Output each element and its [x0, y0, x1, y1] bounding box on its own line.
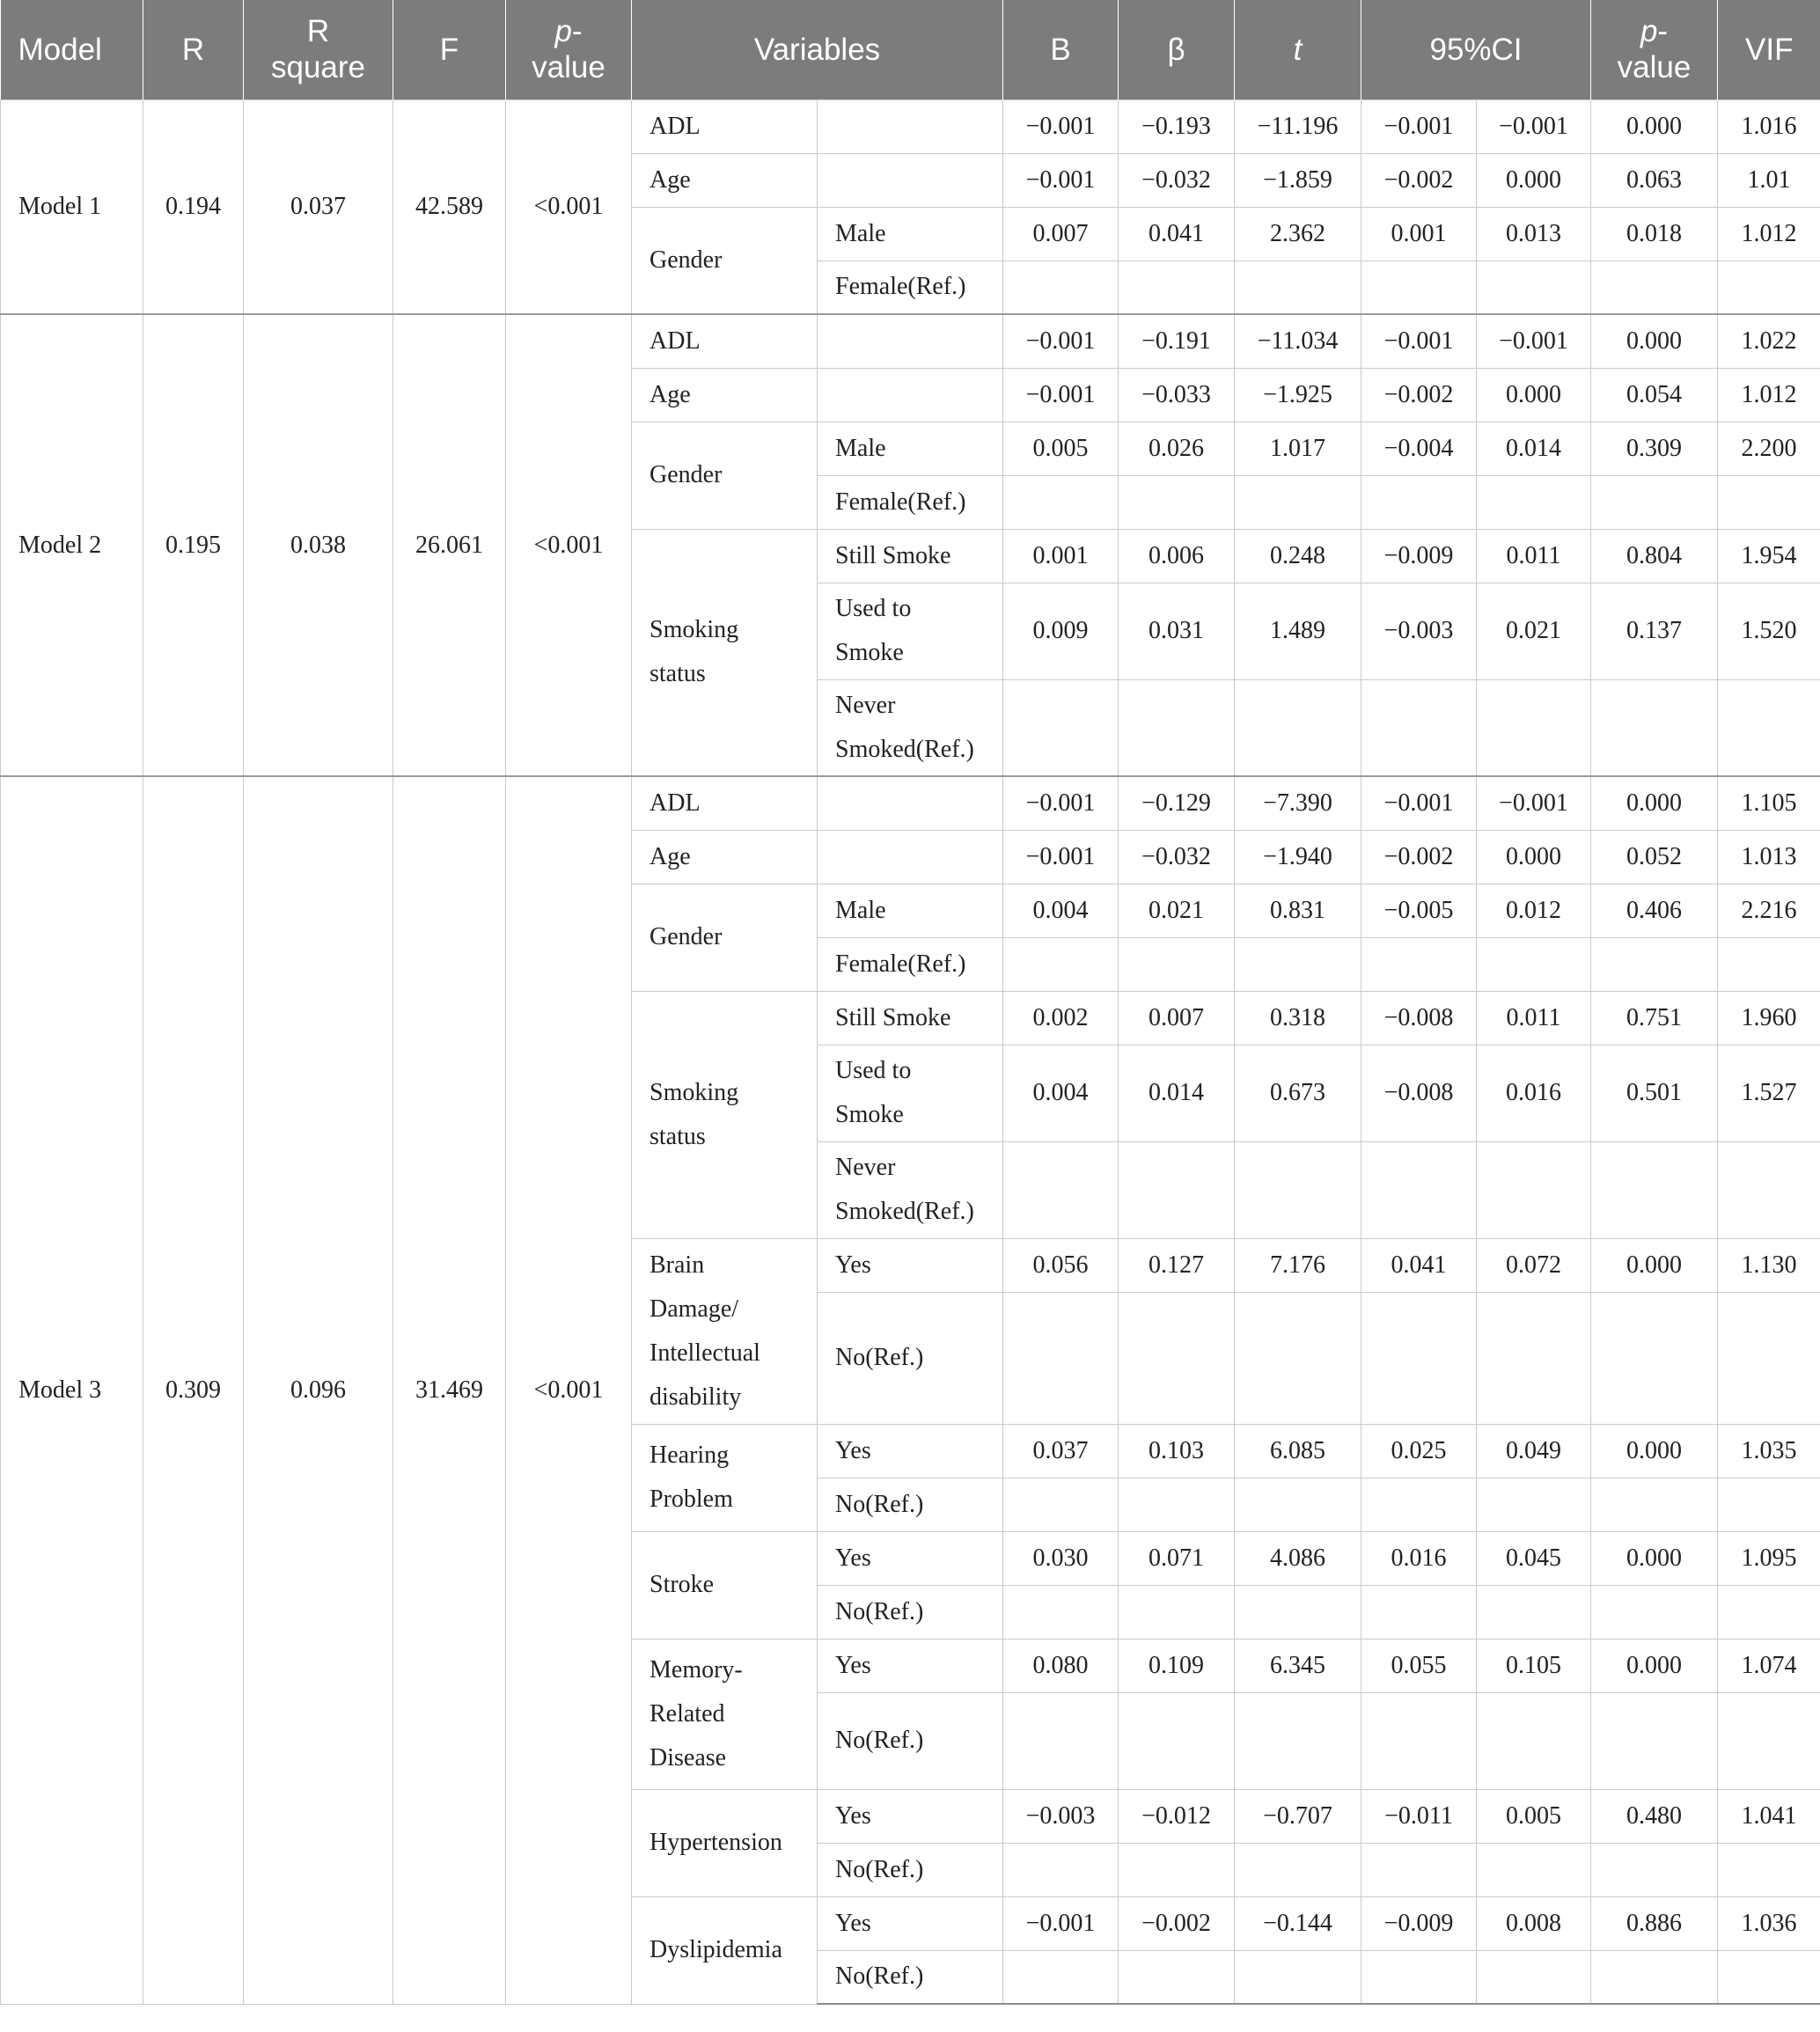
value-p — [1591, 679, 1718, 776]
header-p-hyphen: - — [571, 14, 583, 49]
value-p: 0.063 — [1591, 153, 1718, 207]
value-p: 0.054 — [1591, 368, 1718, 422]
value-p — [1591, 1950, 1718, 2004]
value-t — [1235, 937, 1361, 991]
value-ci-high: 0.000 — [1477, 368, 1591, 422]
value-p: 0.137 — [1591, 583, 1718, 679]
value-vif: 1.036 — [1718, 1896, 1820, 1950]
value-ci-high: 0.012 — [1477, 884, 1591, 937]
value-t: 2.362 — [1235, 207, 1361, 260]
value-ci-high: 0.008 — [1477, 1896, 1591, 1950]
model-name: Model 2 — [1, 314, 143, 776]
value-beta — [1119, 1141, 1235, 1238]
value-p — [1591, 1692, 1718, 1789]
value-ci-high — [1477, 1585, 1591, 1639]
value-beta: 0.014 — [1119, 1045, 1235, 1141]
value-vif: 1.041 — [1718, 1789, 1820, 1843]
value-t: 7.176 — [1235, 1238, 1361, 1292]
value-vif: 1.016 — [1718, 99, 1820, 153]
variable-level: Still Smoke — [818, 529, 1003, 583]
variable-level: Never Smoked(Ref.) — [818, 679, 1003, 776]
variable-name: ADL — [632, 314, 818, 368]
value-ci-high: 0.105 — [1477, 1639, 1591, 1692]
model-f: 26.061 — [393, 314, 506, 776]
value-ci-high: 0.011 — [1477, 529, 1591, 583]
variable-level — [818, 314, 1003, 368]
value-ci-high: −0.001 — [1477, 314, 1591, 368]
value-ci-low: −0.002 — [1361, 153, 1477, 207]
variable-level — [818, 830, 1003, 884]
variable-level: Yes — [818, 1789, 1003, 1843]
value-vif: 1.012 — [1718, 368, 1820, 422]
value-beta — [1119, 937, 1235, 991]
value-vif: 1.035 — [1718, 1424, 1820, 1478]
value-p: 0.480 — [1591, 1789, 1718, 1843]
header-p-value-model — [506, 0, 632, 99]
value-p — [1591, 1478, 1718, 1531]
value-b: 0.056 — [1003, 1238, 1119, 1292]
model-name: Model 1 — [1, 99, 143, 314]
value-ci-low: −0.011 — [1361, 1789, 1477, 1843]
value-t: 4.086 — [1235, 1531, 1361, 1585]
model-r-square: 0.038 — [244, 314, 393, 776]
value-ci-low: −0.001 — [1361, 99, 1477, 153]
variable-level: Male — [818, 207, 1003, 260]
value-beta: 0.026 — [1119, 422, 1235, 475]
value-ci-low: 0.001 — [1361, 207, 1477, 260]
value-b: 0.037 — [1003, 1424, 1119, 1478]
value-beta — [1119, 1478, 1235, 1531]
model-f: 31.469 — [393, 776, 506, 2004]
value-beta: 0.031 — [1119, 583, 1235, 679]
header-variables: Variables — [632, 0, 1003, 99]
value-vif: 1.074 — [1718, 1639, 1820, 1692]
value-ci-low: −0.008 — [1361, 1045, 1477, 1141]
value-vif: 1.960 — [1718, 991, 1820, 1045]
value-b: −0.001 — [1003, 776, 1119, 830]
variable-level: Yes — [818, 1896, 1003, 1950]
variable-level: No(Ref.) — [818, 1692, 1003, 1789]
table-row — [1, 314, 1820, 368]
value-ci-high — [1477, 1843, 1591, 1896]
value-vif: 1.105 — [1718, 776, 1820, 830]
model-r: 0.195 — [143, 314, 244, 776]
value-p: 0.804 — [1591, 529, 1718, 583]
value-ci-low — [1361, 260, 1477, 314]
value-ci-low: −0.002 — [1361, 830, 1477, 884]
value-vif — [1718, 1585, 1820, 1639]
header-p-italic: p — [554, 14, 572, 49]
value-t — [1235, 1141, 1361, 1238]
value-p — [1591, 475, 1718, 529]
value-p — [1591, 1843, 1718, 1896]
value-ci-low: −0.004 — [1361, 422, 1477, 475]
value-t — [1235, 1843, 1361, 1896]
value-ci-low — [1361, 1692, 1477, 1789]
value-t: 0.673 — [1235, 1045, 1361, 1141]
value-b — [1003, 1478, 1119, 1531]
value-beta — [1119, 1292, 1235, 1424]
value-vif: 1.954 — [1718, 529, 1820, 583]
header-beta: β — [1119, 0, 1235, 99]
value-beta: 0.006 — [1119, 529, 1235, 583]
value-ci-low: −0.001 — [1361, 314, 1477, 368]
value-b: −0.001 — [1003, 314, 1119, 368]
variable-name: ADL — [632, 776, 818, 830]
value-ci-high: 0.021 — [1477, 583, 1591, 679]
value-b: 0.004 — [1003, 1045, 1119, 1141]
value-ci-low — [1361, 937, 1477, 991]
value-ci-low: 0.016 — [1361, 1531, 1477, 1585]
variable-level: Female(Ref.) — [818, 475, 1003, 529]
header-vif: VIF — [1718, 0, 1820, 99]
value-ci-low: 0.055 — [1361, 1639, 1477, 1692]
header-p2-italic: p — [1640, 14, 1658, 49]
variable-name: Brain Damage/ Intellectual disability — [632, 1238, 818, 1424]
value-p: 0.000 — [1591, 314, 1718, 368]
value-p — [1591, 1141, 1718, 1238]
value-ci-high: 0.000 — [1477, 830, 1591, 884]
value-vif — [1718, 475, 1820, 529]
value-ci-high — [1477, 937, 1591, 991]
value-beta: −0.193 — [1119, 99, 1235, 153]
value-t — [1235, 679, 1361, 776]
value-ci-low — [1361, 475, 1477, 529]
value-b: 0.030 — [1003, 1531, 1119, 1585]
value-b — [1003, 260, 1119, 314]
value-beta — [1119, 1950, 1235, 2004]
value-beta — [1119, 1692, 1235, 1789]
value-ci-high — [1477, 1692, 1591, 1789]
variable-level: Yes — [818, 1531, 1003, 1585]
value-b — [1003, 1843, 1119, 1896]
variable-level: Yes — [818, 1238, 1003, 1292]
value-beta: −0.012 — [1119, 1789, 1235, 1843]
value-p: 0.886 — [1591, 1896, 1718, 1950]
value-vif: 1.527 — [1718, 1045, 1820, 1141]
value-beta — [1119, 260, 1235, 314]
value-ci-high — [1477, 260, 1591, 314]
value-t: 6.085 — [1235, 1424, 1361, 1478]
value-beta: −0.032 — [1119, 830, 1235, 884]
value-ci-low: −0.009 — [1361, 1896, 1477, 1950]
header-b: B — [1003, 0, 1119, 99]
variable-level: Used to Smoke — [818, 1045, 1003, 1141]
value-ci-high: 0.049 — [1477, 1424, 1591, 1478]
value-vif: 1.01 — [1718, 153, 1820, 207]
variable-name: Smoking status — [632, 991, 818, 1238]
value-ci-low: −0.008 — [1361, 991, 1477, 1045]
value-b: 0.007 — [1003, 207, 1119, 260]
value-p — [1591, 937, 1718, 991]
value-ci-high: 0.013 — [1477, 207, 1591, 260]
value-ci-high: 0.014 — [1477, 422, 1591, 475]
value-vif — [1718, 1141, 1820, 1238]
variable-name: Dyslipidemia — [632, 1896, 818, 2004]
value-b: −0.001 — [1003, 153, 1119, 207]
value-b: 0.004 — [1003, 884, 1119, 937]
value-vif — [1718, 937, 1820, 991]
value-b — [1003, 1585, 1119, 1639]
value-t — [1235, 1478, 1361, 1531]
variable-name: Age — [632, 830, 818, 884]
variable-level — [818, 153, 1003, 207]
variable-level: No(Ref.) — [818, 1585, 1003, 1639]
variable-level: Male — [818, 422, 1003, 475]
variable-name: Smoking status — [632, 529, 818, 776]
value-b: 0.009 — [1003, 583, 1119, 679]
value-b — [1003, 937, 1119, 991]
value-b — [1003, 1692, 1119, 1789]
value-p: 0.309 — [1591, 422, 1718, 475]
value-vif — [1718, 1292, 1820, 1424]
header-r-square-line1: R — [306, 14, 330, 49]
value-ci-low — [1361, 1585, 1477, 1639]
variable-name: Memory-Related Disease — [632, 1639, 818, 1789]
model-p-value: <0.001 — [506, 776, 632, 2004]
value-b — [1003, 1950, 1119, 2004]
value-ci-high: 0.045 — [1477, 1531, 1591, 1585]
variable-name: Hypertension — [632, 1789, 818, 1896]
value-beta: 0.007 — [1119, 991, 1235, 1045]
value-beta — [1119, 1843, 1235, 1896]
variable-name: ADL — [632, 99, 818, 153]
variable-name: Gender — [632, 207, 818, 314]
value-t: 1.017 — [1235, 422, 1361, 475]
header-r: R — [143, 0, 244, 99]
value-p: 0.501 — [1591, 1045, 1718, 1141]
value-b: −0.001 — [1003, 1896, 1119, 1950]
value-ci-high — [1477, 1478, 1591, 1531]
variable-level: Male — [818, 884, 1003, 937]
table-header — [1, 0, 1820, 99]
value-beta: 0.127 — [1119, 1238, 1235, 1292]
value-b — [1003, 679, 1119, 776]
value-beta: −0.032 — [1119, 153, 1235, 207]
variable-level: Female(Ref.) — [818, 937, 1003, 991]
value-ci-low — [1361, 679, 1477, 776]
value-ci-low — [1361, 1950, 1477, 2004]
value-t: −11.196 — [1235, 99, 1361, 153]
value-t — [1235, 1950, 1361, 2004]
value-beta: 0.109 — [1119, 1639, 1235, 1692]
value-t: −1.940 — [1235, 830, 1361, 884]
value-p: 0.000 — [1591, 1238, 1718, 1292]
value-b: −0.001 — [1003, 99, 1119, 153]
value-beta: 0.021 — [1119, 884, 1235, 937]
value-vif — [1718, 1478, 1820, 1531]
value-b: 0.080 — [1003, 1639, 1119, 1692]
value-beta: −0.002 — [1119, 1896, 1235, 1950]
value-vif — [1718, 679, 1820, 776]
value-beta: −0.191 — [1119, 314, 1235, 368]
header-r-square — [244, 0, 393, 99]
variable-name: Age — [632, 368, 818, 422]
variable-level: Used to Smoke — [818, 583, 1003, 679]
value-p: 0.000 — [1591, 1639, 1718, 1692]
header-p-value-variable — [1591, 0, 1718, 99]
value-vif: 1.013 — [1718, 830, 1820, 884]
value-vif: 2.216 — [1718, 884, 1820, 937]
value-p — [1591, 1292, 1718, 1424]
value-vif: 1.130 — [1718, 1238, 1820, 1292]
value-ci-high — [1477, 679, 1591, 776]
model-f: 42.589 — [393, 99, 506, 314]
value-b — [1003, 1141, 1119, 1238]
variable-level: No(Ref.) — [818, 1292, 1003, 1424]
value-ci-high — [1477, 1141, 1591, 1238]
value-vif — [1718, 1950, 1820, 2004]
value-t — [1235, 1292, 1361, 1424]
value-b: 0.001 — [1003, 529, 1119, 583]
variable-level: No(Ref.) — [818, 1843, 1003, 1896]
value-t — [1235, 475, 1361, 529]
variable-level: Never Smoked(Ref.) — [818, 1141, 1003, 1238]
header-ci: 95%CI — [1361, 0, 1591, 99]
value-ci-low — [1361, 1292, 1477, 1424]
value-b: −0.001 — [1003, 368, 1119, 422]
header-p2-value-word: value — [1617, 50, 1692, 85]
value-p: 0.751 — [1591, 991, 1718, 1045]
model-p-value: <0.001 — [506, 99, 632, 314]
value-p — [1591, 260, 1718, 314]
value-ci-high: 0.016 — [1477, 1045, 1591, 1141]
variable-name: Gender — [632, 884, 818, 991]
value-t: −11.034 — [1235, 314, 1361, 368]
model-r-square: 0.037 — [244, 99, 393, 314]
variable-level — [818, 99, 1003, 153]
value-b — [1003, 1292, 1119, 1424]
header-t-italic: t — [1293, 32, 1303, 67]
value-ci-high: 0.011 — [1477, 991, 1591, 1045]
value-p: 0.052 — [1591, 830, 1718, 884]
value-ci-high: −0.001 — [1477, 776, 1591, 830]
value-beta — [1119, 475, 1235, 529]
value-p: 0.000 — [1591, 99, 1718, 153]
value-beta — [1119, 1585, 1235, 1639]
model-p-value: <0.001 — [506, 314, 632, 776]
variable-name: Stroke — [632, 1531, 818, 1639]
model-r: 0.194 — [143, 99, 244, 314]
value-p — [1591, 1585, 1718, 1639]
value-vif: 1.095 — [1718, 1531, 1820, 1585]
value-t: −0.707 — [1235, 1789, 1361, 1843]
value-t: 0.831 — [1235, 884, 1361, 937]
value-t: −0.144 — [1235, 1896, 1361, 1950]
value-beta: 0.103 — [1119, 1424, 1235, 1478]
value-b — [1003, 475, 1119, 529]
value-t: −1.859 — [1235, 153, 1361, 207]
variable-name: Hearing Problem — [632, 1424, 818, 1531]
value-t — [1235, 1692, 1361, 1789]
value-ci-low: −0.009 — [1361, 529, 1477, 583]
value-ci-high: 0.000 — [1477, 153, 1591, 207]
value-ci-low: −0.005 — [1361, 884, 1477, 937]
value-ci-high — [1477, 1292, 1591, 1424]
value-ci-low: 0.025 — [1361, 1424, 1477, 1478]
value-beta: 0.071 — [1119, 1531, 1235, 1585]
value-ci-high: 0.072 — [1477, 1238, 1591, 1292]
variable-level — [818, 368, 1003, 422]
value-vif: 1.022 — [1718, 314, 1820, 368]
value-p: 0.000 — [1591, 1531, 1718, 1585]
value-p: 0.018 — [1591, 207, 1718, 260]
value-vif: 1.012 — [1718, 207, 1820, 260]
value-ci-low: −0.003 — [1361, 583, 1477, 679]
value-ci-low: 0.041 — [1361, 1238, 1477, 1292]
value-b: −0.003 — [1003, 1789, 1119, 1843]
header-t — [1235, 0, 1361, 99]
value-vif: 2.200 — [1718, 422, 1820, 475]
value-ci-high — [1477, 475, 1591, 529]
model-r: 0.309 — [143, 776, 244, 2004]
value-t: −7.390 — [1235, 776, 1361, 830]
value-t: 0.248 — [1235, 529, 1361, 583]
value-p: 0.000 — [1591, 1424, 1718, 1478]
variable-level: Still Smoke — [818, 991, 1003, 1045]
header-p-value-word: value — [532, 50, 605, 85]
value-t — [1235, 1585, 1361, 1639]
value-vif — [1718, 1843, 1820, 1896]
value-beta: 0.041 — [1119, 207, 1235, 260]
value-t: 0.318 — [1235, 991, 1361, 1045]
value-vif — [1718, 260, 1820, 314]
value-ci-low: −0.001 — [1361, 776, 1477, 830]
variable-level: No(Ref.) — [818, 1950, 1003, 2004]
value-beta: −0.129 — [1119, 776, 1235, 830]
value-ci-high: 0.005 — [1477, 1789, 1591, 1843]
header-p2-hyphen: - — [1657, 14, 1669, 49]
variable-level: Yes — [818, 1639, 1003, 1692]
variable-level: No(Ref.) — [818, 1478, 1003, 1531]
value-ci-low: −0.002 — [1361, 368, 1477, 422]
value-t: 1.489 — [1235, 583, 1361, 679]
value-vif: 1.520 — [1718, 583, 1820, 679]
variable-level — [818, 776, 1003, 830]
table-body — [1, 99, 1820, 2004]
variable-level: Yes — [818, 1424, 1003, 1478]
value-p: 0.406 — [1591, 884, 1718, 937]
value-t — [1235, 260, 1361, 314]
table-row — [1, 776, 1820, 830]
value-ci-low — [1361, 1843, 1477, 1896]
value-p: 0.000 — [1591, 776, 1718, 830]
value-b: 0.002 — [1003, 991, 1119, 1045]
value-b: 0.005 — [1003, 422, 1119, 475]
value-ci-low — [1361, 1478, 1477, 1531]
header-r-square-line2: square — [270, 50, 366, 85]
value-t: 6.345 — [1235, 1639, 1361, 1692]
value-ci-high: −0.001 — [1477, 99, 1591, 153]
table-row — [1, 99, 1820, 153]
value-ci-high — [1477, 1950, 1591, 2004]
value-b: −0.001 — [1003, 830, 1119, 884]
value-t: −1.925 — [1235, 368, 1361, 422]
model-name: Model 3 — [1, 776, 143, 2004]
value-beta: −0.033 — [1119, 368, 1235, 422]
model-r-square: 0.096 — [244, 776, 393, 2004]
value-beta — [1119, 679, 1235, 776]
variable-level: Female(Ref.) — [818, 260, 1003, 314]
header-f: F — [393, 0, 506, 99]
value-ci-low — [1361, 1141, 1477, 1238]
value-vif — [1718, 1692, 1820, 1789]
variable-name: Age — [632, 153, 818, 207]
header-model: Model — [1, 0, 143, 99]
variable-name: Gender — [632, 422, 818, 529]
